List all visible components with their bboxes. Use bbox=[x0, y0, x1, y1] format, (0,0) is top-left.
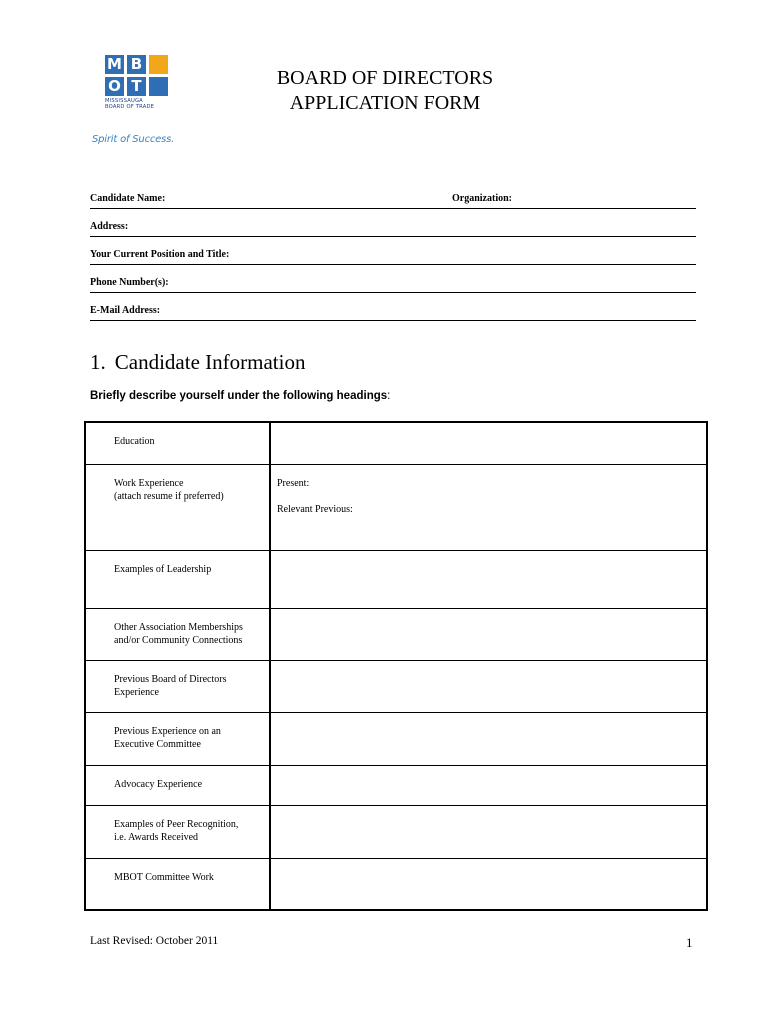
row-label bbox=[85, 550, 270, 608]
table-row bbox=[85, 464, 707, 550]
logo-tile-o: O bbox=[105, 77, 124, 96]
peer-recognition-label-line2: i.e. Awards Received bbox=[114, 831, 199, 843]
phone-row[interactable] bbox=[90, 265, 696, 293]
row-label bbox=[85, 660, 270, 712]
section-heading bbox=[90, 350, 305, 375]
present-label: Present: bbox=[277, 477, 310, 489]
peer-recognition-input[interactable] bbox=[270, 805, 707, 858]
table-row bbox=[85, 660, 707, 712]
table-row bbox=[85, 858, 707, 910]
memberships-input[interactable] bbox=[270, 608, 707, 660]
relevant-previous-label: Relevant Previous: bbox=[277, 503, 353, 515]
form-title-line1: BOARD OF DIRECTORS bbox=[276, 67, 494, 89]
executive-committee-input[interactable] bbox=[270, 712, 707, 765]
logo-tile-blank bbox=[149, 77, 168, 96]
email-label: E-Mail Address: bbox=[90, 305, 161, 316]
board-experience-input[interactable] bbox=[270, 660, 707, 712]
row-label bbox=[85, 464, 270, 550]
peer-recognition-label: Examples of Peer Recognition, bbox=[114, 818, 239, 830]
table-row bbox=[85, 550, 707, 608]
section-intro bbox=[90, 390, 390, 402]
board-experience-label-line2: Experience bbox=[114, 686, 159, 698]
section-number: 1. bbox=[90, 350, 106, 374]
work-experience-note: (attach resume if preferred) bbox=[114, 490, 224, 502]
board-experience-label: Previous Board of Directors bbox=[114, 673, 227, 685]
table-row bbox=[85, 422, 707, 464]
advocacy-input[interactable] bbox=[270, 765, 707, 805]
candidate-info-table bbox=[84, 421, 708, 911]
memberships-label-line2: and/or Community Connections bbox=[114, 634, 243, 646]
table-row bbox=[85, 608, 707, 660]
last-revised: Last Revised: October 2011 bbox=[90, 935, 219, 947]
logo-letter-grid bbox=[105, 55, 168, 96]
section-title: Candidate Information bbox=[114, 350, 306, 374]
logo-subtitle-line1: MISSISSAUGA bbox=[105, 98, 143, 104]
position-row[interactable] bbox=[90, 237, 696, 265]
logo-tile-b: B bbox=[127, 55, 146, 74]
leadership-label: Examples of Leadership bbox=[114, 563, 212, 575]
form-title-line2: APPLICATION FORM bbox=[289, 92, 481, 114]
candidate-name-row[interactable] bbox=[90, 181, 696, 209]
logo-tile-t: T bbox=[127, 77, 146, 96]
committee-work-input[interactable] bbox=[270, 858, 707, 910]
row-label bbox=[85, 422, 270, 464]
row-label bbox=[85, 765, 270, 805]
leadership-input[interactable] bbox=[270, 550, 707, 608]
row-label bbox=[85, 608, 270, 660]
mbot-logo bbox=[105, 55, 175, 110]
position-label: Your Current Position and Title: bbox=[90, 249, 230, 260]
email-row[interactable] bbox=[90, 293, 696, 321]
row-label bbox=[85, 712, 270, 765]
logo-tagline: Spirit of Success. bbox=[92, 134, 175, 145]
form-title bbox=[240, 66, 530, 116]
table-row bbox=[85, 765, 707, 805]
education-label: Education bbox=[114, 436, 155, 447]
organization-label: Organization: bbox=[452, 193, 512, 204]
work-experience-label: Work Experience bbox=[114, 477, 184, 489]
logo-tile-m: M bbox=[105, 55, 124, 74]
work-experience-input[interactable] bbox=[270, 464, 707, 550]
phone-label: Phone Number(s): bbox=[90, 277, 169, 288]
row-label bbox=[85, 858, 270, 910]
candidate-fields bbox=[90, 181, 696, 321]
logo-subtitle bbox=[105, 98, 175, 110]
table-row bbox=[85, 712, 707, 765]
education-input[interactable] bbox=[270, 422, 707, 464]
logo-subtitle-line2: BOARD OF TRADE bbox=[105, 104, 155, 110]
address-label: Address: bbox=[90, 221, 129, 232]
row-label bbox=[85, 805, 270, 858]
executive-committee-label-line2: Executive Committee bbox=[114, 738, 201, 750]
advocacy-label: Advocacy Experience bbox=[114, 778, 203, 790]
section-intro-colon: : bbox=[387, 390, 391, 402]
candidate-name-label: Candidate Name: bbox=[90, 193, 166, 204]
memberships-label: Other Association Memberships bbox=[114, 621, 243, 633]
section-intro-text: Briefly describe yourself under the following headings bbox=[90, 390, 388, 402]
table-row bbox=[85, 805, 707, 858]
page-number: 1 bbox=[686, 935, 693, 950]
executive-committee-label: Previous Experience on an bbox=[114, 725, 221, 737]
logo-tile-accent bbox=[149, 55, 168, 74]
address-row[interactable] bbox=[90, 209, 696, 237]
committee-work-label: MBOT Committee Work bbox=[114, 871, 214, 883]
